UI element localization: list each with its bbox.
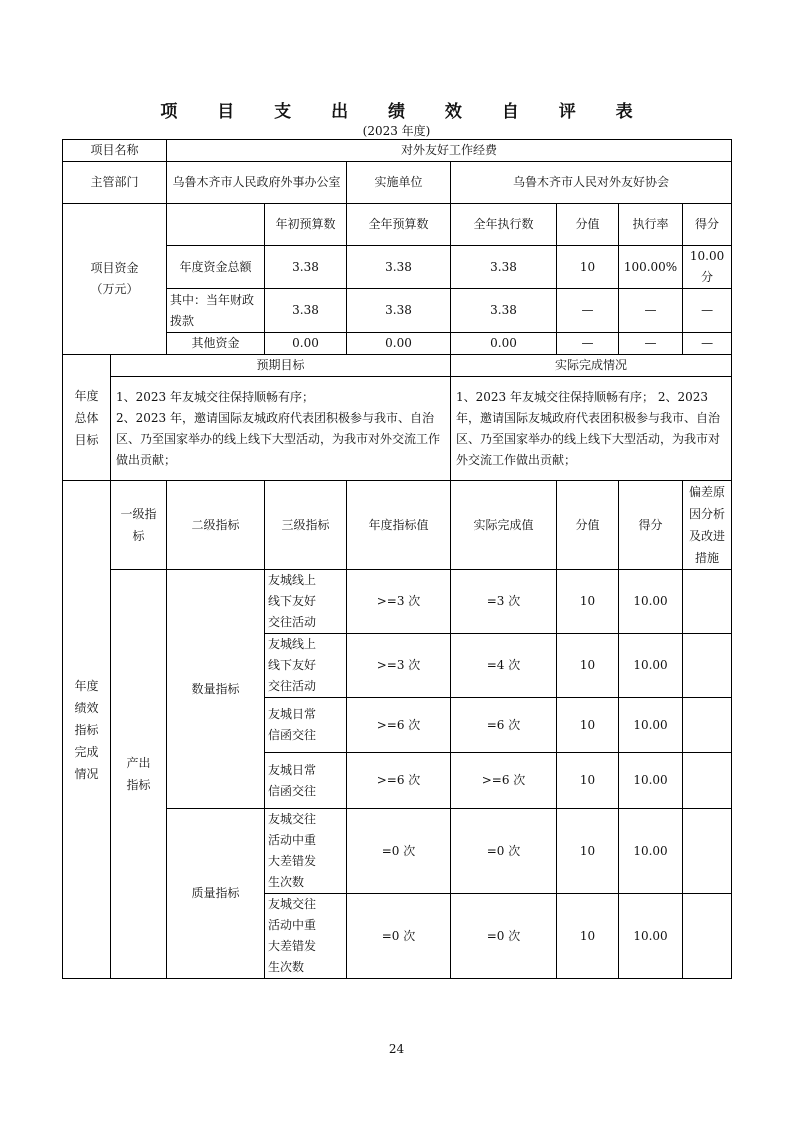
- planned-goal-line: 1、2023 年友城交往保持顺畅有序；: [116, 389, 314, 404]
- level3-indicator: [265, 698, 347, 753]
- project-name-label: 项目名称: [63, 140, 167, 162]
- funds-row-label: 其中：当年财政拨款: [167, 289, 265, 333]
- funds-cell: 0.00: [347, 333, 451, 355]
- implementer-value: 乌鲁木齐市人民对外友好协会: [451, 162, 732, 204]
- level3-indicator-text: 友城日常信函交往: [268, 762, 317, 798]
- score: 10.00: [619, 698, 683, 753]
- planned-goal-header: 预期目标: [111, 355, 451, 377]
- funds-header-cell: 全年执行数: [451, 204, 557, 246]
- actual-value: =0 次: [451, 894, 557, 979]
- funds-cell: —: [557, 289, 619, 333]
- funds-cell: 3.38: [347, 289, 451, 333]
- funds-cell: 3.38: [265, 289, 347, 333]
- indicator-header-cell: [683, 481, 732, 570]
- level1-indicator: [111, 570, 167, 979]
- funds-cell: 3.38: [347, 246, 451, 289]
- score-max: 10: [557, 809, 619, 894]
- implementer-label: 实施单位: [347, 162, 451, 204]
- actual-result-text: 1、2023 年友城交往保持顺畅有序； 2、2023 年，邀请国际友城政府代表团积极参与我市、自治区、乃至国家举办的线上线下大型活动，为我市对外交流工作做出贡献；: [451, 377, 732, 481]
- level2-indicator: 质量指标: [167, 809, 265, 979]
- deviation-note: [683, 894, 732, 979]
- indicator-header-cell: 三级指标: [265, 481, 347, 570]
- score-max: 10: [557, 634, 619, 698]
- target-value: >=6 次: [347, 698, 451, 753]
- score-max: 10: [557, 698, 619, 753]
- page-subtitle: (2023 年度): [362, 124, 431, 138]
- deviation-note: [683, 809, 732, 894]
- department-value: 乌鲁木齐市人民政府外事办公室: [167, 162, 347, 204]
- score: 10.00: [619, 570, 683, 634]
- actual-value: =0 次: [451, 809, 557, 894]
- funds-header-cell: 执行率: [619, 204, 683, 246]
- score: 10.00: [619, 753, 683, 809]
- funds-header-cell: 得分: [683, 204, 732, 246]
- funds-label: [63, 204, 167, 355]
- funds-cell: 10.00 分: [683, 246, 732, 289]
- goals-label-text: 年度总体目标: [74, 388, 99, 447]
- indicator-header-cell: 得分: [619, 481, 683, 570]
- actual-value: =6 次: [451, 698, 557, 753]
- score: 10.00: [619, 894, 683, 979]
- actual-result-header: 实际完成情况: [451, 355, 732, 377]
- funds-header-blank: [167, 204, 265, 246]
- goals-label: [63, 355, 111, 481]
- funds-header-cell: 年初预算数: [265, 204, 347, 246]
- planned-goal-line: 2、2023 年，邀请国际友城政府代表团积极参与我市、自治区、乃至国家举办的线上线下大型活动，为我市对外交流工作做出贡献；: [116, 410, 441, 467]
- indicator-header-cell: [111, 481, 167, 570]
- deviation-note: [683, 570, 732, 634]
- level3-indicator: [265, 753, 347, 809]
- indicator-header-cell: 年度指标值: [347, 481, 451, 570]
- funds-cell: —: [683, 333, 732, 355]
- actual-value: =4 次: [451, 634, 557, 698]
- indicators-section-label-text: 年度绩效指标完成情况: [74, 678, 99, 781]
- funds-label-text: 项目资金（万元）: [90, 261, 139, 296]
- indicator-header-text: 一级指标: [120, 507, 157, 543]
- level3-indicator-text: 友城交往活动中重大差错发生次数: [268, 812, 317, 889]
- level1-indicator-text: 产出指标: [126, 756, 151, 792]
- score: 10.00: [619, 634, 683, 698]
- funds-cell: 3.38: [265, 246, 347, 289]
- actual-value: =3 次: [451, 570, 557, 634]
- funds-cell: —: [557, 333, 619, 355]
- target-value: >=3 次: [347, 570, 451, 634]
- funds-cell: 100.00%: [619, 246, 683, 289]
- indicators-section-label: [63, 481, 111, 979]
- funds-cell: 0.00: [265, 333, 347, 355]
- target-value: =0 次: [347, 894, 451, 979]
- level3-indicator: [265, 894, 347, 979]
- score-max: 10: [557, 894, 619, 979]
- deviation-note: [683, 698, 732, 753]
- page-number: 24: [388, 1042, 405, 1056]
- target-value: >=3 次: [347, 634, 451, 698]
- target-value: >=6 次: [347, 753, 451, 809]
- level3-indicator-text: 友城交往活动中重大差错发生次数: [268, 897, 317, 974]
- level3-indicator-text: 友城日常信函交往: [268, 707, 317, 742]
- funds-cell: 10: [557, 246, 619, 289]
- level2-indicator: 数量指标: [167, 570, 265, 809]
- score-max: 10: [557, 753, 619, 809]
- indicator-header-cell: 分值: [557, 481, 619, 570]
- planned-goal-text: [111, 377, 451, 481]
- level3-indicator-text: 友城线上线下友好交往活动: [268, 573, 317, 629]
- self-evaluation-table: [62, 139, 732, 979]
- level3-indicator: [265, 634, 347, 698]
- funds-cell: —: [619, 333, 683, 355]
- project-name-value: 对外友好工作经费: [167, 140, 732, 162]
- funds-row-label: 年度资金总额: [167, 246, 265, 289]
- indicator-header-text: 偏差原因分析及改进措施: [689, 485, 726, 565]
- score-max: 10: [557, 570, 619, 634]
- department-label: 主管部门: [63, 162, 167, 204]
- level3-indicator: [265, 570, 347, 634]
- actual-value: >=6 次: [451, 753, 557, 809]
- score: 10.00: [619, 809, 683, 894]
- deviation-note: [683, 753, 732, 809]
- funds-row-label: 其他资金: [167, 333, 265, 355]
- level3-indicator: [265, 809, 347, 894]
- funds-cell: 3.38: [451, 246, 557, 289]
- page-title: 项 目 支 出 绩 效 自 评 表: [160, 102, 650, 122]
- indicator-header-cell: 实际完成值: [451, 481, 557, 570]
- deviation-note: [683, 634, 732, 698]
- funds-header-cell: 分值: [557, 204, 619, 246]
- indicator-header-cell: 二级指标: [167, 481, 265, 570]
- funds-cell: 3.38: [451, 289, 557, 333]
- funds-cell: —: [619, 289, 683, 333]
- funds-cell: —: [683, 289, 732, 333]
- funds-cell: 0.00: [451, 333, 557, 355]
- funds-header-cell: 全年预算数: [347, 204, 451, 246]
- target-value: =0 次: [347, 809, 451, 894]
- level3-indicator-text: 友城线上线下友好交往活动: [268, 637, 317, 693]
